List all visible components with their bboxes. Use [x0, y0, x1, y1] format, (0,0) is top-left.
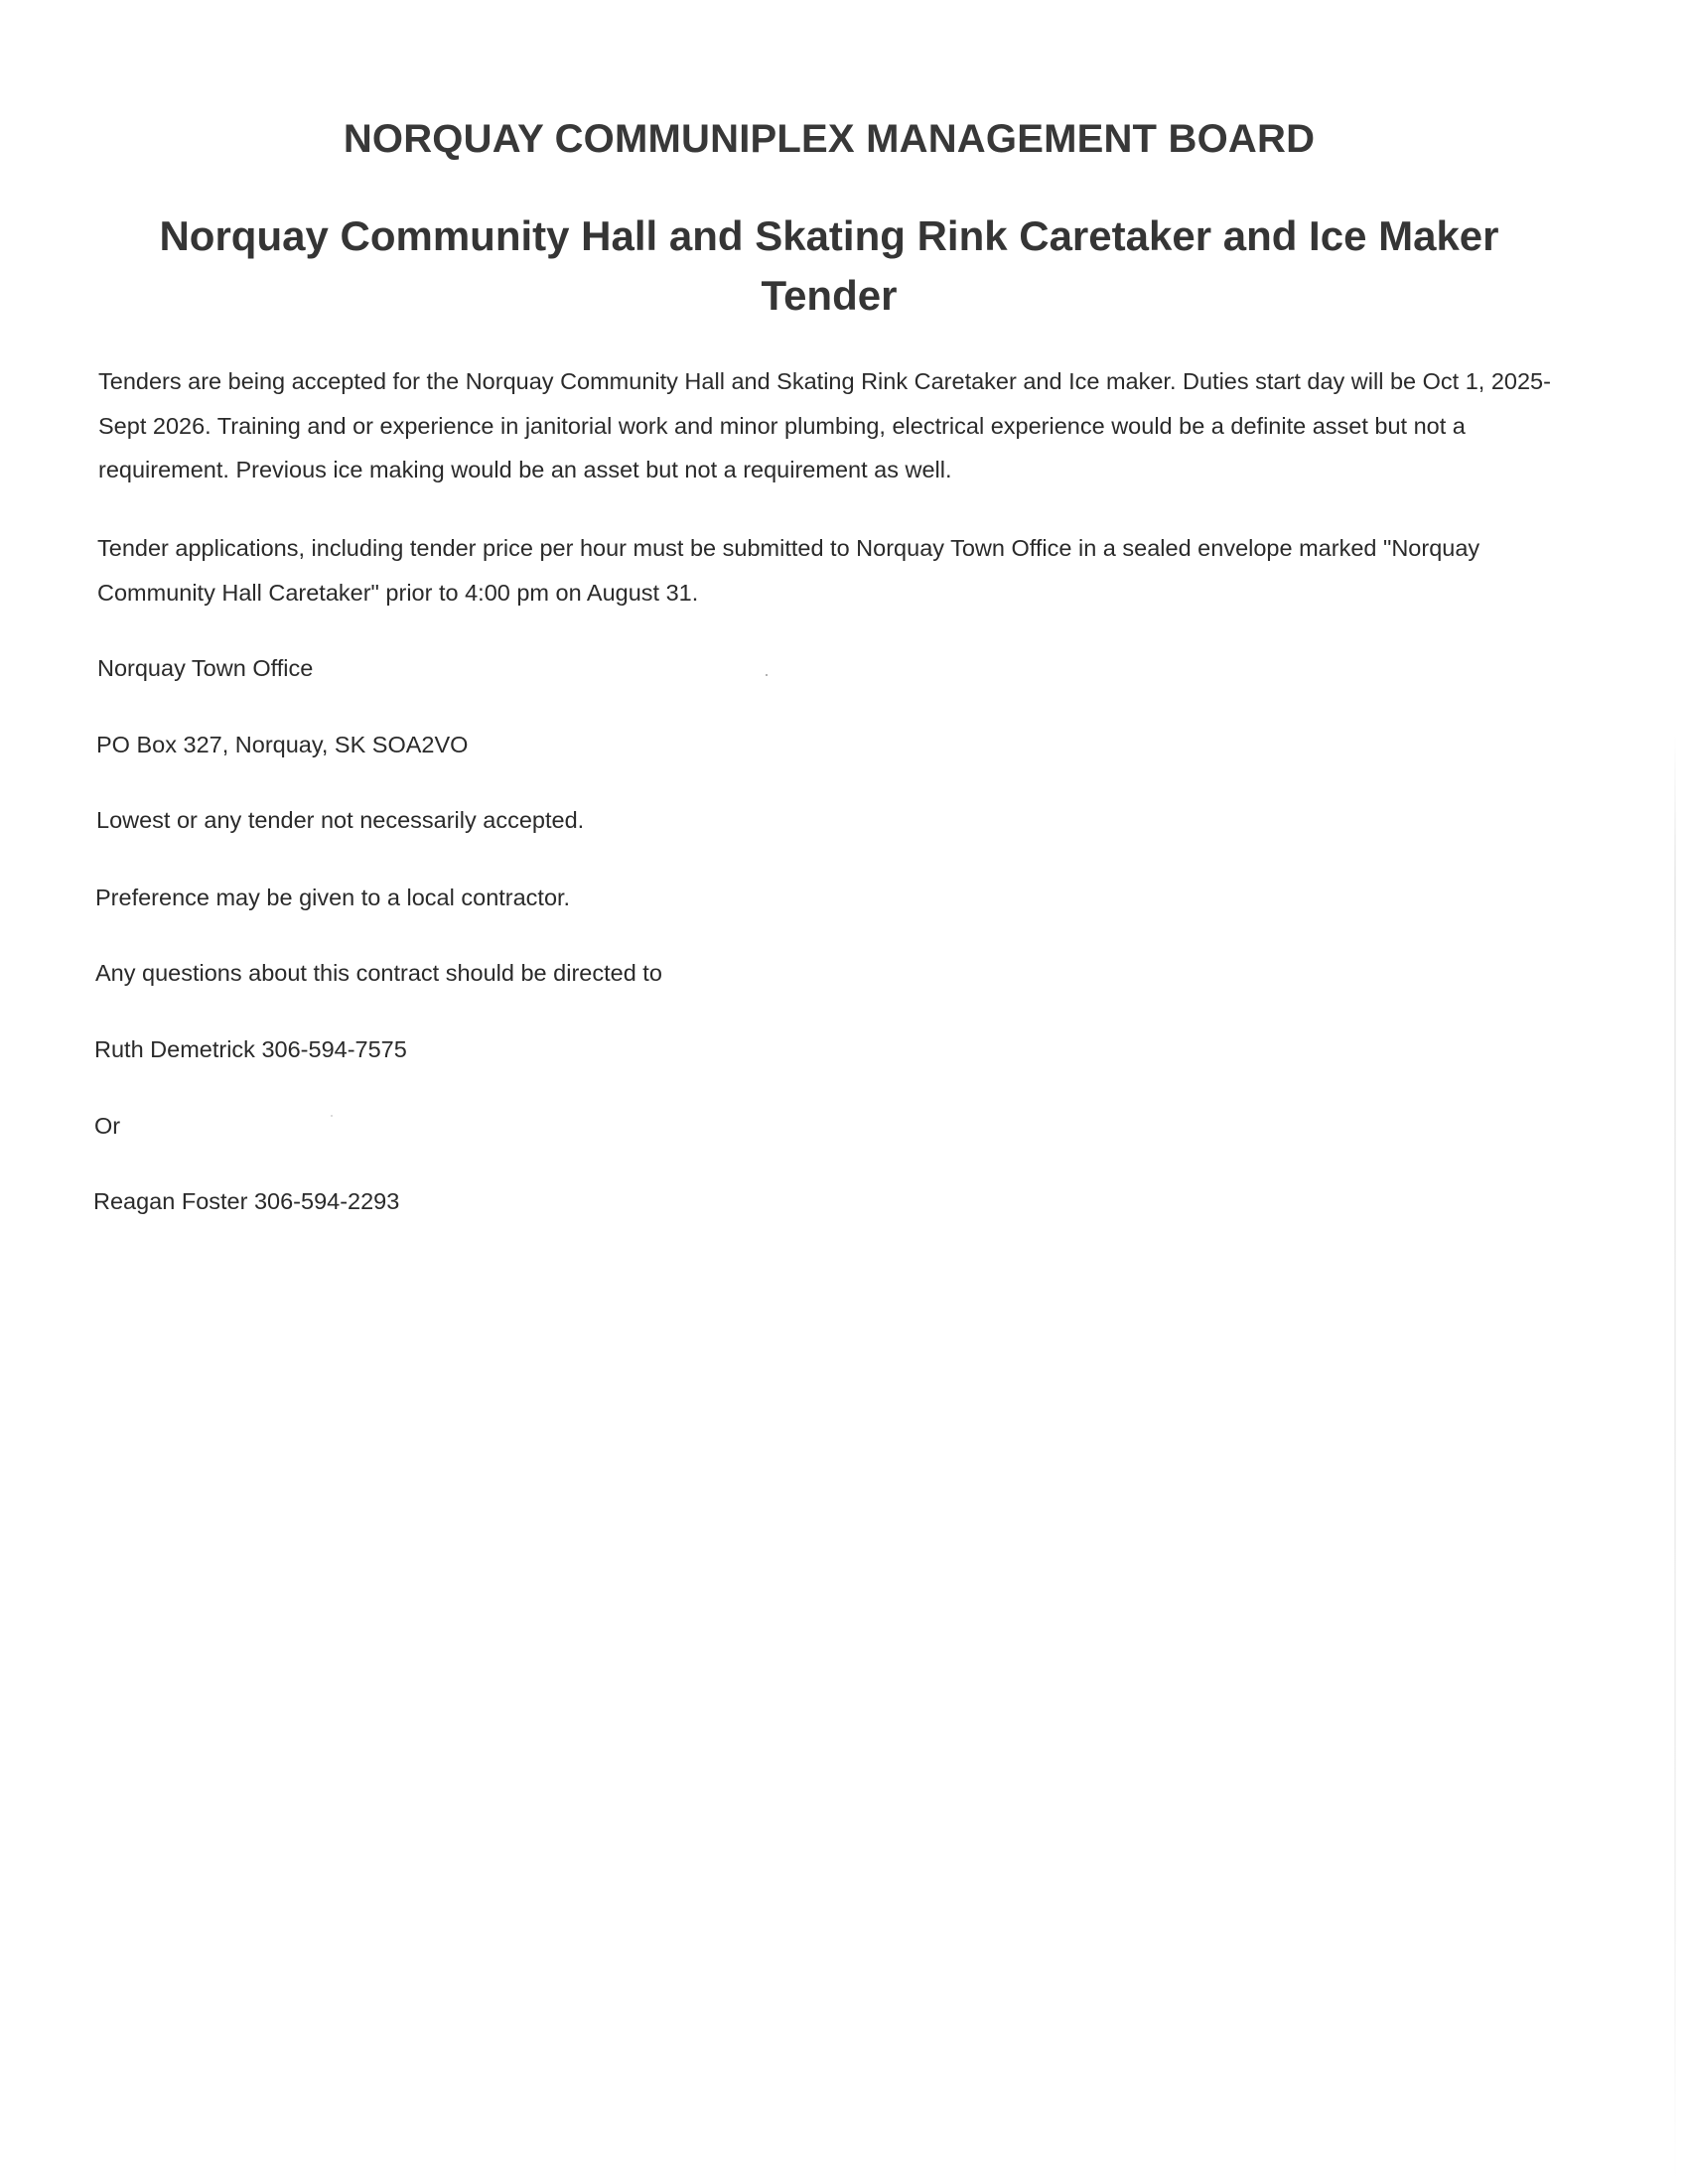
- scan-edge-shadow: [1674, 735, 1676, 2184]
- tender-heading: Norquay Community Hall and Skating Rink Caretaker and Ice Maker Tender: [159, 212, 1499, 319]
- scan-speck: [331, 1115, 333, 1117]
- contact-separator: Or: [94, 1113, 121, 1139]
- scan-speck: [766, 674, 768, 676]
- tender-description-paragraph: Tenders are being accepted for the Norquay Community Hall and Skating Rink Caretaker and Ice maker. Duties start day will be Oct 1, 2025-Sept 2026. Training and or experience in janitorial work and minor plumbing, electrical experience would be a definite asset but not a requirement. Previous ice making would be an asset but not a requirement as well.: [98, 368, 1551, 482]
- submission-instructions-paragraph: Tender applications, including tender price per hour must be submitted to Norquay Town Office in a sealed envelope marked "Norquay Community Hall Caretaker" prior to 4:00 pm on August 31.: [97, 535, 1480, 606]
- document-title: NORQUAY COMMUNIPLEX MANAGEMENT BOARD: [343, 117, 1316, 161]
- questions-note: Any questions about this contract should be directed to: [95, 960, 662, 986]
- contact-primary: Ruth Demetrick 306-594-7575: [94, 1036, 407, 1062]
- acceptance-note: Lowest or any tender not necessarily accepted.: [96, 807, 585, 833]
- mailing-address: PO Box 327, Norquay, SK SOA2VO: [96, 732, 469, 757]
- preference-note: Preference may be given to a local contractor.: [95, 885, 571, 910]
- contact-secondary: Reagan Foster 306-594-2293: [93, 1188, 400, 1214]
- office-name: Norquay Town Office: [97, 655, 314, 681]
